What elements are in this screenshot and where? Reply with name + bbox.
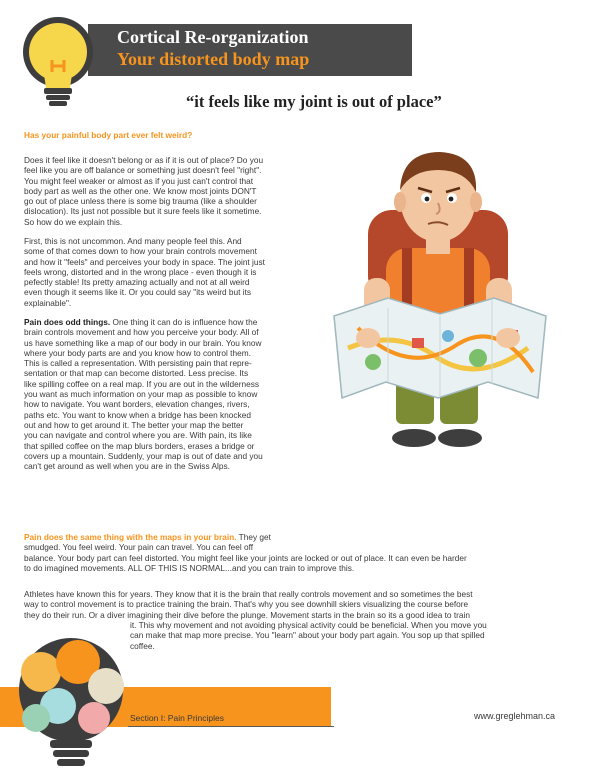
text-line: go out of place unless there is some big trauma (like a shoulder	[24, 196, 257, 207]
page-subtitle: Your distorted body map	[117, 49, 310, 69]
text-line: way to control movement is to practice training the brain. That's why you see downhill skiers visualizing the course before	[24, 599, 469, 610]
text-line: paths etc. You want to know when a bridge has been knocked	[24, 409, 251, 420]
text-line: Does it feel like it doesn't belong or as if it is out of place? Do you	[24, 155, 264, 165]
page-title: Cortical Re-organization	[117, 27, 309, 47]
text-line: First, this is not uncommon. And many people feel this. And	[24, 236, 242, 246]
text-line: and how it "feels" and perceives your body in space. The joint just	[24, 256, 265, 267]
website-link[interactable]: www.greglehman.ca	[474, 711, 556, 721]
text-line: balance. Your body part can feel distorted. You might feel like your joints are locked or out of place. It can even be harder	[24, 552, 467, 563]
paragraph-4	[24, 532, 467, 573]
text-line: out and how to get around it. The better your map the better	[24, 419, 244, 430]
text-line: you want as much information on your map as possible to know	[24, 389, 258, 400]
text-line: how to navigate. You want borders, elevation changes, rivers,	[24, 399, 250, 410]
text-line: dislocation). Its just not possible but it sure feels like it sometime.	[24, 206, 262, 217]
text-line: One thing it can do is influence how the	[110, 317, 258, 327]
paragraph-3	[24, 317, 263, 471]
text-line: even though it seems like it. Or you could say "its weird but its	[24, 287, 252, 298]
lightbulb-icon	[6, 634, 136, 776]
paragraph-5-indented	[130, 620, 487, 651]
page-number: 16	[279, 712, 292, 724]
text-line: They get	[236, 532, 271, 542]
text-line: body part as well as the other one. We know most joints DON'T	[24, 185, 257, 196]
pull-quote: “it feels like my joint is out of place”	[186, 92, 442, 111]
hiker-with-map-illustration	[328, 148, 553, 453]
text-line: covers up a mountain. Suddenly, your map is out of date and you	[24, 450, 263, 461]
text-line: can make that map more precise. You "learn" about your body part again. You sop up that spilled	[130, 630, 485, 641]
text-line: smudged. You feel weird. Your pain can travel. You can feel off	[24, 542, 254, 553]
paragraph-1	[24, 155, 263, 227]
text-line: it. This why movement and not avoiding physical activity could be beneficial. When you move you	[130, 620, 487, 630]
text-line: like spilling coffee on a real map. If you are out in the wilderness	[24, 378, 260, 389]
footer-divider	[128, 726, 334, 727]
paragraph-5	[24, 589, 473, 620]
paragraph-lead: Pain does odd things.	[24, 317, 111, 327]
text-line: Athletes have known this for years. They know that it is the brain that really controls movement and so sometimes the best	[24, 589, 473, 599]
lightbulb-icon	[18, 14, 98, 114]
text-line: you can navigate and control where you are. With pain, its like	[24, 430, 252, 441]
text-line: brain controls movement and how you perceive your body. All of	[24, 327, 259, 338]
text-line: some of that comes down to how your brain controls movement	[24, 246, 257, 257]
text-line: feels wrong, distorted and in the wrong place - even though it is	[24, 266, 257, 277]
text-line: explainable".	[24, 297, 72, 308]
text-line: You might feel weaker or almost as if you just can't control that	[24, 175, 254, 186]
footer-section-label: Section I: Pain Principles	[130, 713, 225, 723]
text-line: So how do we explain this.	[24, 216, 123, 227]
text-line: sentation or that map can become distorted. Less precise. Its	[24, 368, 249, 379]
text-line: they do their run. Or a diver imagining their dive before the plunge. Movement starts in the brain so its a good idea to train	[24, 609, 470, 620]
text-line: where your body parts are and you know how to control them.	[24, 347, 251, 358]
section-heading: Has your painful body part ever felt weird?	[24, 130, 193, 140]
text-line: feel like you are off balance or something just doesn't feel "right".	[24, 165, 262, 176]
text-line: us have something like a map of our body in our brain. You know	[24, 337, 262, 348]
paragraph-lead: Pain does the same thing with the maps in your brain.	[24, 532, 237, 542]
text-line: can't get around as well when you are in the Swiss Alps.	[24, 461, 230, 472]
text-line: that spilled coffee on the map blurs borders, erases a bridge or	[24, 440, 255, 451]
text-line: coffee.	[130, 640, 155, 651]
text-line: to do imagined movements. ALL OF THIS IS NORMAL...and you can train to improve this.	[24, 562, 355, 573]
text-line: pefectly stable! Its pretty amazing actually and not at all weird	[24, 277, 250, 288]
text-line: This is called a representation. With persisting pain that repre-	[24, 358, 252, 369]
paragraph-2	[24, 236, 265, 308]
